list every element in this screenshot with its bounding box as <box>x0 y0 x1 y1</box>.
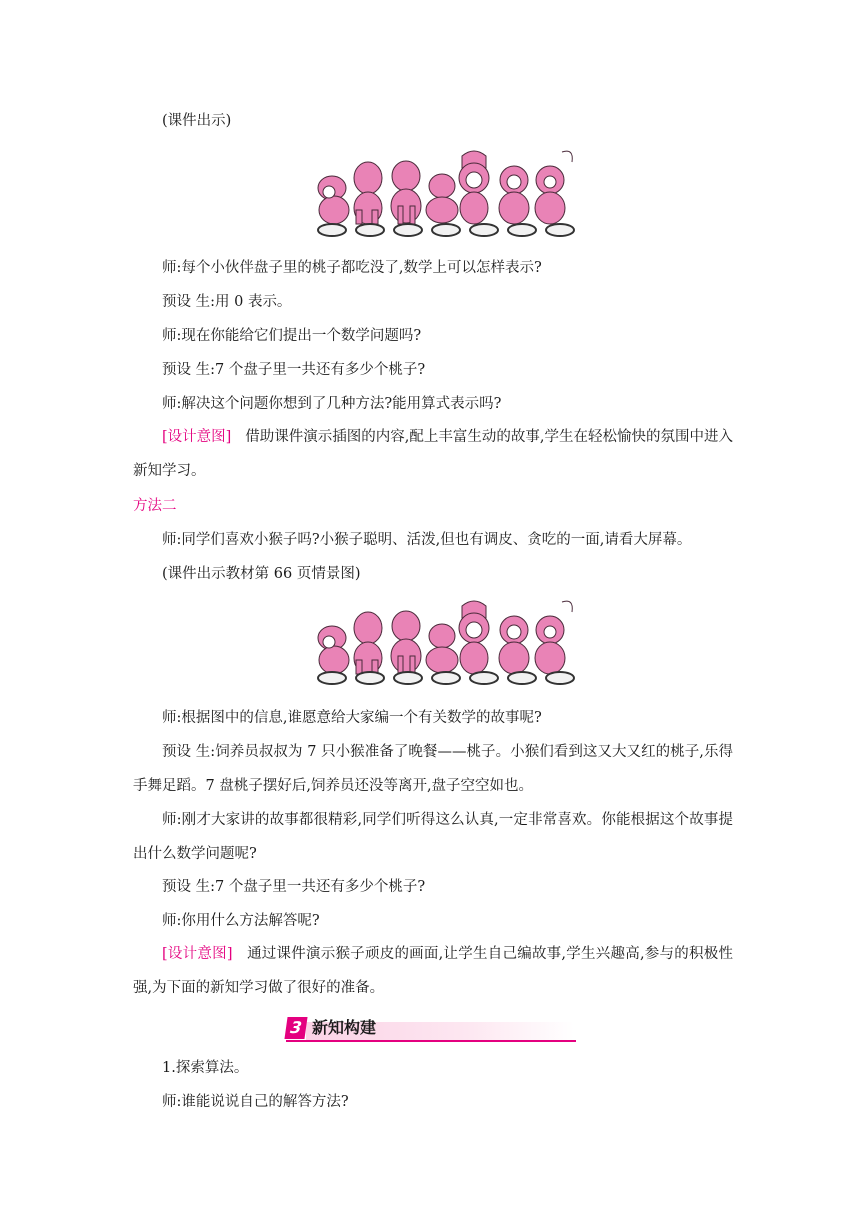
text-line: 师:谁能说说自己的解答方法? <box>162 1094 349 1110</box>
design-intent-paragraph <box>133 937 733 1005</box>
text-line: 师:解决这个问题你想到了几种方法?能用算式表示吗? <box>162 396 502 412</box>
text-line: 师:同学们喜欢小猴子吗?小猴子聪明、活泼,但也有调皮、贪吃的一面,请看大屏幕。 <box>162 532 692 548</box>
text-line: (课件出示教材第 66 页情景图) <box>162 566 361 582</box>
section-heading <box>286 1016 576 1042</box>
text-line: 师:现在你能给它们提出一个数学问题吗? <box>162 328 422 344</box>
monkeys-illustration-1 <box>312 148 587 240</box>
text-line: 师:你用什么方法解答呢? <box>162 913 320 929</box>
text-line: 预设 生:用 0 表示。 <box>162 294 292 310</box>
text-line: 预设 生:7 个盘子里一共还有多少个桃子? <box>162 362 426 378</box>
section-underline <box>286 1040 576 1042</box>
text-paragraph: 师:刚才大家讲的故事都很精彩,同学们听得这么认真,一定非常喜欢。你能根据这个故事提出什么数学问题呢? <box>133 812 733 862</box>
text-line: 1.探索算法。 <box>162 1060 249 1076</box>
text-line: 师:每个小伙伴盘子里的桃子都吃没了,数学上可以怎样表示? <box>162 260 542 276</box>
text-line: 师:根据图中的信息,谁愿意给大家编一个有关数学的故事呢? <box>162 710 542 726</box>
text-line: 预设 生:7 个盘子里一共还有多少个桃子? <box>162 879 426 895</box>
design-intent-tag: [设计意图] <box>162 429 232 445</box>
section-title: 新知构建 <box>312 1018 377 1037</box>
design-intent-text: 借助课件演示插图的内容,配上丰富生动的故事,学生在轻松愉快的氛围中进入新知学习。 <box>133 429 734 479</box>
design-intent-tag: [设计意图] <box>162 946 233 962</box>
monkeys-illustration-2 <box>312 598 587 690</box>
text-paragraph: 预设 生:饲养员叔叔为 7 只小猴准备了晚餐——桃子。小猴们看到这又大又红的桃子,乐得手舞足蹈。7 盘桃子摆好后,饲养员还没等离开,盘子空空如也。 <box>133 744 733 794</box>
design-intent-text: 通过课件演示猴子顽皮的画面,让学生自己编故事,学生兴趣高,参与的积极性强,为下面的新知学习做了很好的准备。 <box>133 946 733 996</box>
method-two-heading: 方法二 <box>133 498 177 514</box>
section-number-badge: 3 <box>284 1017 307 1039</box>
text-line: (课件出示) <box>162 113 232 129</box>
design-intent-paragraph <box>133 420 733 488</box>
